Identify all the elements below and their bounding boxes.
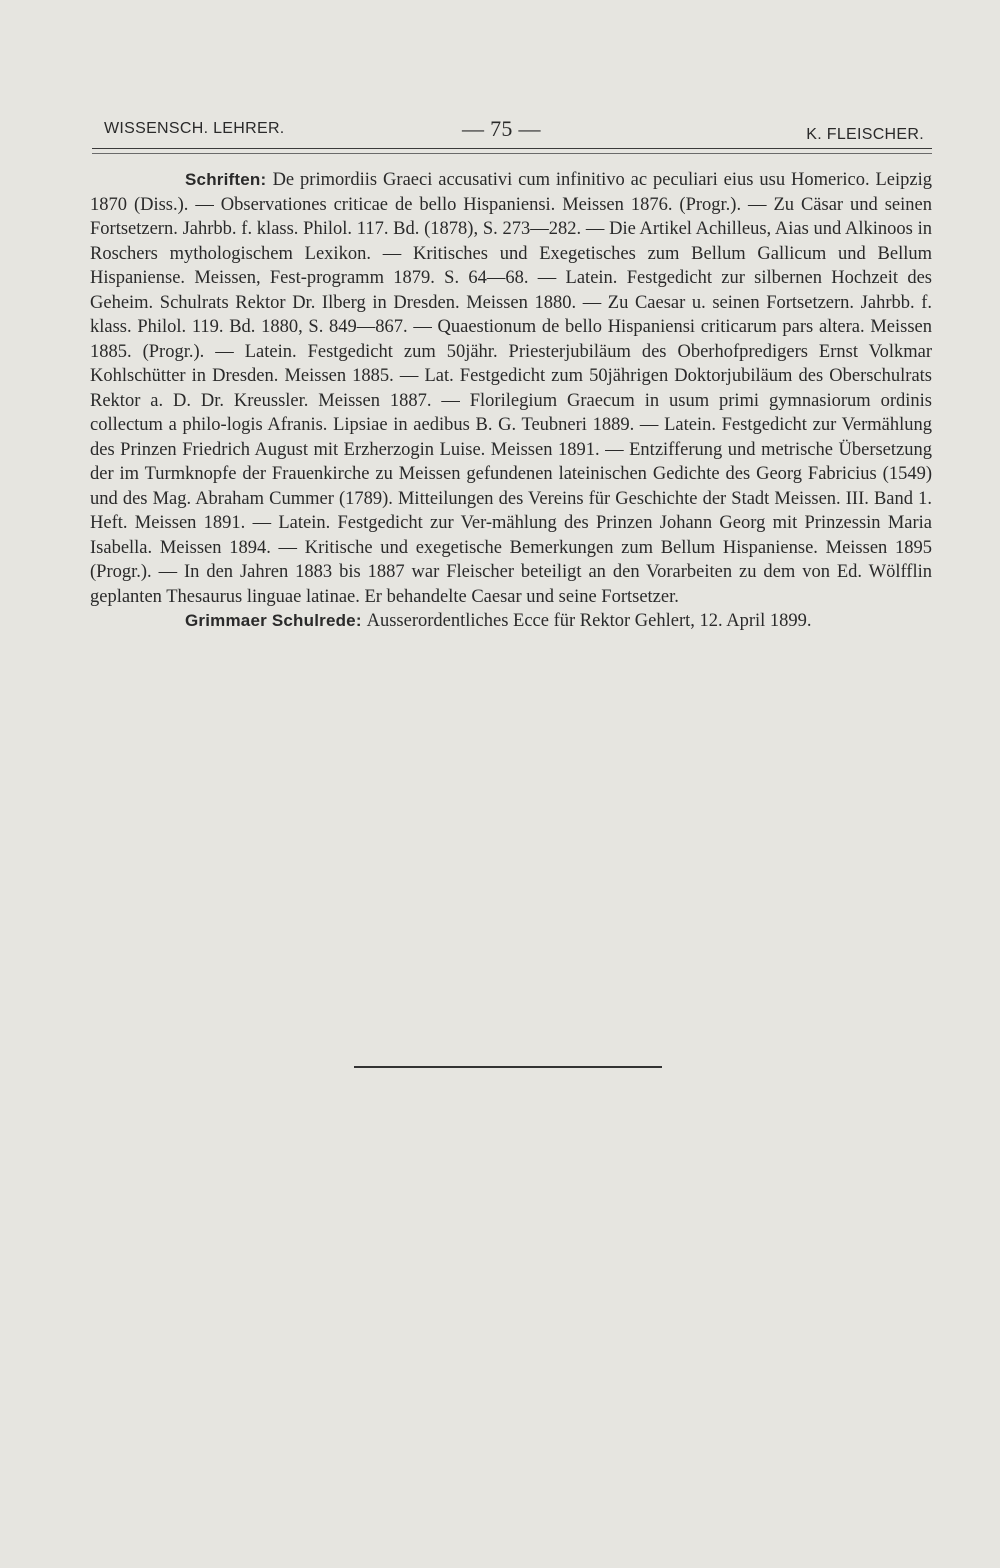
main-text xyxy=(90,168,932,634)
section-heading: Schriften: xyxy=(185,170,273,189)
section-heading: Grimmaer Schulrede: xyxy=(185,611,367,630)
paragraph-text: De primordiis Graeci accusativi cum infinitivo ac peculiari eius usu Homerico. Leipzig 1870 (Diss.). — Observationes criticae de bello Hispaniensi. Meissen 1876. (Progr.). — Zu Cäsar und seinen Fortsetzern. Jahrbb. f. klass. Philol. 117. Bd. (1878), S. 273—282. — Die Artikel Achilleus, Aias und Alkinoos in Roschers mythologischem Lexikon. — Kritisches und Exegetisches zum Bellum Gallicum und Bellum Hispaniense. Meissen, Fest-programm 1879. S. 64—68. — Latein. Festgedicht zur silbernen Hochzeit des Geheim. Schulrats Rektor Dr. Ilberg in Dresden. Meissen 1880. — Zu Caesar u. seinen Fortsetzern. Jahrbb. f. klass. Philol. 119. Bd. 1880, S. 849—867. — Quaestionum de bello Hispaniensi criticarum pars altera. Meissen 1885. (Progr.). — Latein. Festgedicht zum 50jähr. Priesterjubiläum des Oberhofpredigers Ernst Volkmar Kohlschütter in Dresden. Meissen 1885. — Lat. Festgedicht zum 50jährigen Doktorjubiläum des Oberschulrats Rektor a. D. Dr. Kreussler. Meissen 1887. — Florilegium Graecum in usum primi gymnasiorum ordinis collectum a philo-logis Afranis. Lipsiae in aedibus B. G. Teubneri 1889. — Latein. Festgedicht zur Vermählung des Prinzen Friedrich August mit Erzherzogin Luise. Meissen 1891. — Entzifferung und metrische Übersetzung der im Turmknopfe der Frauenkirche zu Meissen gefundenen lateinischen Gedichte des Georg Fabricius (1549) und des Mag. Abraham Cummer (1789). Mitteilungen des Vereins für Geschichte der Stadt Meissen. III. Band 1. Heft. Meissen 1891. — Latein. Festgedicht zur Ver-mählung des Prinzen Johann Georg mit Prinzessin Maria Isabella. Meissen 1894. — Kritische und exegetische Bemerkungen zum Bellum Hispaniense. Meissen 1895 (Progr.). — In den Jahren 1883 bis 1887 war Fleischer beteiligt an den Vorarbeiten zu dem von Ed. Wölfflin geplanten Thesaurus linguae latinae. Er behandelte Caesar und seine Fortsetzer. xyxy=(90,170,933,607)
paragraph-schriften xyxy=(90,168,932,609)
running-header xyxy=(92,116,932,146)
header-right: K. FLEISCHER. xyxy=(806,126,924,143)
page-number: — 75 — xyxy=(462,116,541,141)
paragraph-text: Ausserordentliches Ecce für Rektor Gehlert, 12. April 1899. xyxy=(366,611,812,631)
header-rule-thin xyxy=(92,153,932,154)
paragraph-schulrede xyxy=(90,609,932,634)
header-left: WISSENSCH. LEHRER. xyxy=(104,120,285,137)
header-rule xyxy=(92,148,932,149)
end-rule xyxy=(354,1066,662,1068)
